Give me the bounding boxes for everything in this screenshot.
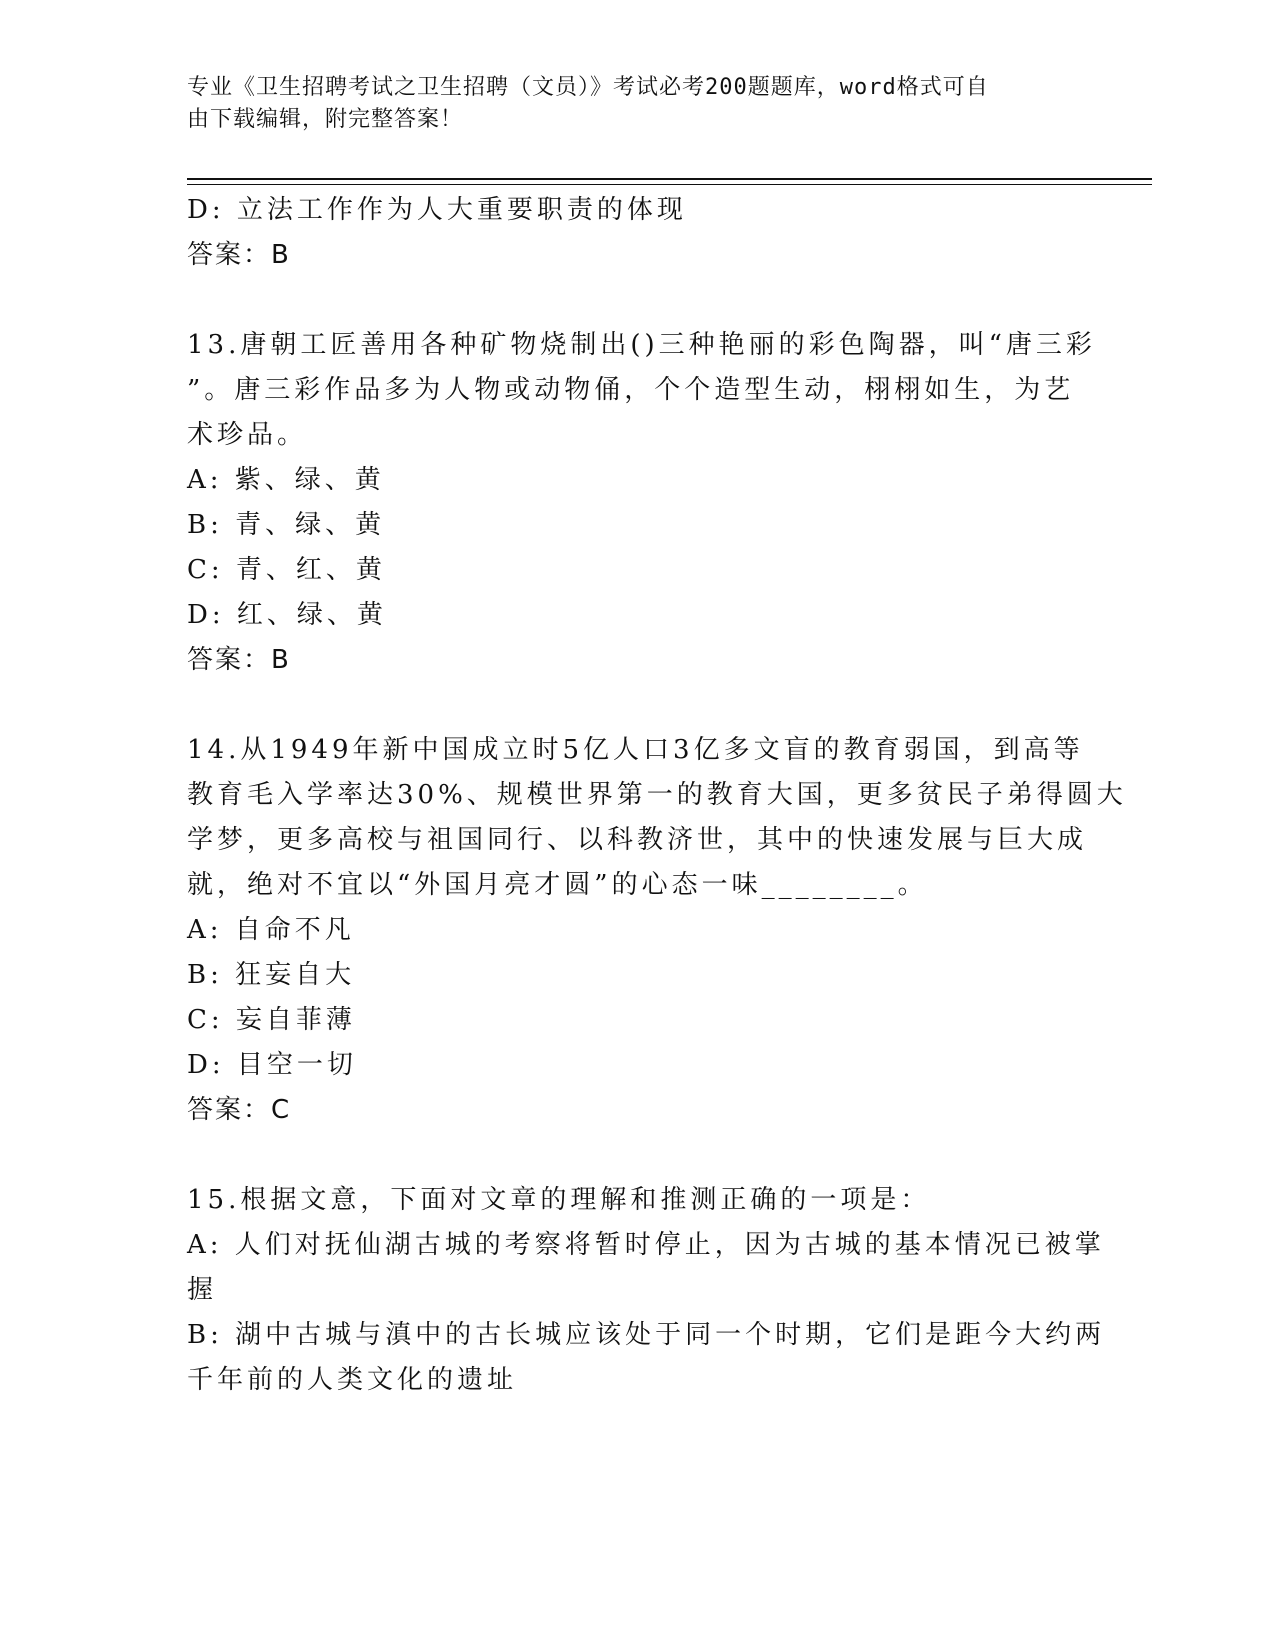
header-line-2: 由下载编辑，附完整答案！ [187, 107, 464, 132]
q13-stem-line-1: 13.唐朝工匠善用各种矿物烧制出()三种艳丽的彩色陶器，叫“唐三彩 [187, 330, 1096, 360]
question-content [187, 188, 1127, 1403]
q13-option-d: D: 红、绿、黄 [187, 600, 387, 630]
spacer [187, 1133, 1087, 1178]
q14-option-d: D: 目空一切 [187, 1050, 357, 1080]
q13-option-a: A: 紫、绿、黄 [187, 465, 385, 495]
header-rule-thin [187, 184, 1152, 185]
q15-option-a-line-2: 握 [187, 1275, 218, 1305]
q12-answer: 答案：B [187, 240, 291, 270]
q13-answer: 答案：B [187, 645, 291, 675]
q15-option-b-line-2: 千年前的人类文化的遗址 [187, 1365, 518, 1395]
q14-option-a: A: 自命不凡 [187, 915, 355, 945]
q14-stem-line-1: 14.从1949年新中国成立时5亿人口3亿多文盲的教育弱国，到高等 [187, 735, 1084, 765]
q12-option-d: D: 立法工作作为人大重要职责的体现 [187, 195, 687, 225]
q14-option-c: C: 妄自菲薄 [187, 1005, 356, 1035]
q13-stem-line-3: 术珍品。 [187, 420, 308, 450]
q14-stem-line-2: 教育毛入学率达30%、规模世界第一的教育大国，更多贫民子弟得圆大 [187, 780, 1127, 810]
q15-option-a-line-1: A: 人们对抚仙湖古城的考察将暂时停止，因为古城的基本情况已被掌 [187, 1230, 1105, 1260]
q13-option-b: B: 青、绿、黄 [187, 510, 386, 540]
header-rule-thick [187, 178, 1152, 180]
page-header [187, 72, 1067, 136]
q14-option-b: B: 狂妄自大 [187, 960, 356, 990]
q14-answer: 答案：C [187, 1095, 292, 1125]
q14-stem-line-3: 学梦，更多高校与祖国同行、以科教济世，其中的快速发展与巨大成 [187, 825, 1088, 855]
q15-option-b-line-1: B: 湖中古城与滇中的古长城应该处于同一个时期，它们是距今大约两 [187, 1320, 1106, 1350]
q13-stem-line-2: ”。唐三彩作品多为人物或动物俑，个个造型生动，栩栩如生，为艺 [187, 375, 1075, 405]
header-line-1: 专业《卫生招聘考试之卫生招聘（文员）》考试必考200题题库，word格式可自 [187, 75, 989, 100]
spacer [187, 278, 1087, 323]
q13-option-c: C: 青、红、黄 [187, 555, 386, 585]
q15-stem: 15.根据文意，下面对文章的理解和推测正确的一项是： [187, 1185, 931, 1215]
q14-stem-line-4: 就，绝对不宜以“外国月亮才圆”的心态一味________。 [187, 870, 928, 900]
spacer [187, 683, 1087, 728]
